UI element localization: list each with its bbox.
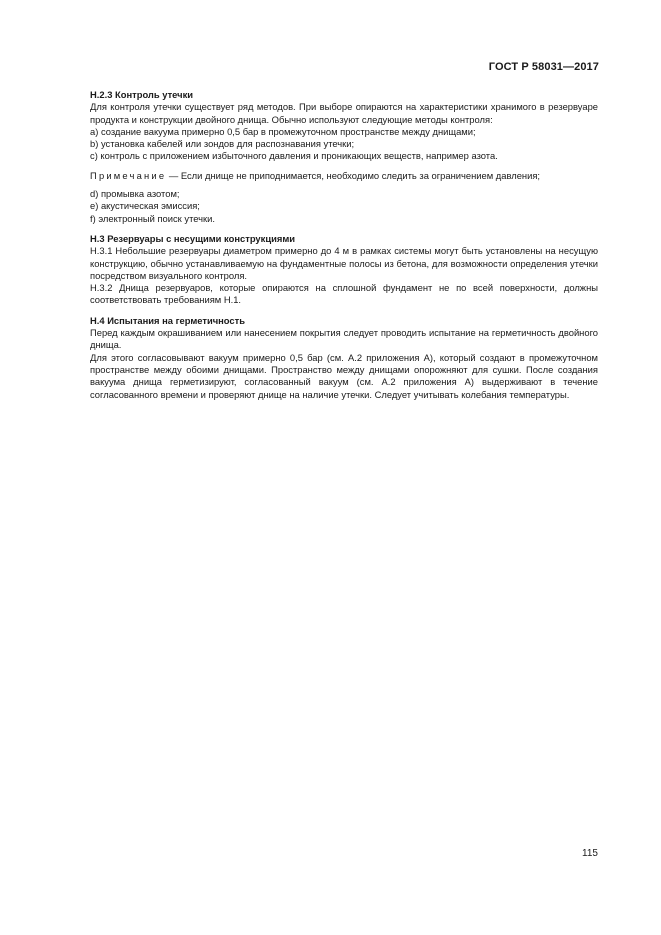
section-h4-paragraph-1: Перед каждым окрашиванием или нанесением покрытия следует проводить испытание на герметичность двойного днища. [90,327,598,351]
list-item-d: d) промывка азотом; [90,188,180,200]
note [90,170,598,182]
list-item-c: c) контроль с приложением избыточного давления и проникающих веществ, например азота. [90,150,498,162]
section-h31-paragraph: Н.3.1 Небольшие резервуары диаметром примерно до 4 м в рамках системы могут быть установлены на несущую конструкцию, обычно устанавливаемую на фундаментные полосы из бетона, для возможности определения утечки посредством визуального контроля. [90,245,598,281]
section-h32-paragraph: Н.3.2 Днища резервуаров, которые опираются на сплошной фундамент не по всей поверхности, должны соответствовать требованиям Н.1. [90,282,598,306]
page-number: 115 [582,848,598,859]
section-h23-title: Н.2.3 Контроль утечки [90,89,194,100]
page-content [90,89,598,401]
list-item-b: b) установка кабелей или зондов для распознавания утечки; [90,138,355,150]
section-h4-title: Н.4 Испытания на герметичность [90,314,245,326]
note-text: — Если днище не приподнимается, необходимо следить за ограничением давления; [166,169,540,181]
list-item-f: f) электронный поиск утечки. [90,212,215,224]
section-h4-paragraph-2: Для этого согласовывают вакуум примерно 0,5 бар (см. А.2 приложения А), который создают в промежуточном пространстве между обоими днищами. Пространство между днищами опорожняют для сушки. После создания вакуума днища герметизируют, согласованный вакуум (см. А.2 приложения А) выдерживают в течение согласованного времени и проверяют днище на наличие утечки. Следует учитывать колебания температуры. [90,351,598,400]
note-label: Примечание [90,169,167,181]
section-h23-intro: Для контроля утечки существует ряд методов. При выборе опираются на характеристики хранимого в резервуаре продукта и конструкции двойного днища. Обычно используют следующие методы контроля: [90,101,598,125]
section-h3-title: Н.3 Резервуары с несущими конструкциями [90,232,296,244]
list-item-a: a) создание вакуума примерно 0,5 бар в промежуточном пространстве между днищами; [90,125,476,137]
document-id-header: ГОСТ Р 58031—2017 [488,61,599,73]
list-item-e: e) акустическая эмиссия; [90,200,200,212]
